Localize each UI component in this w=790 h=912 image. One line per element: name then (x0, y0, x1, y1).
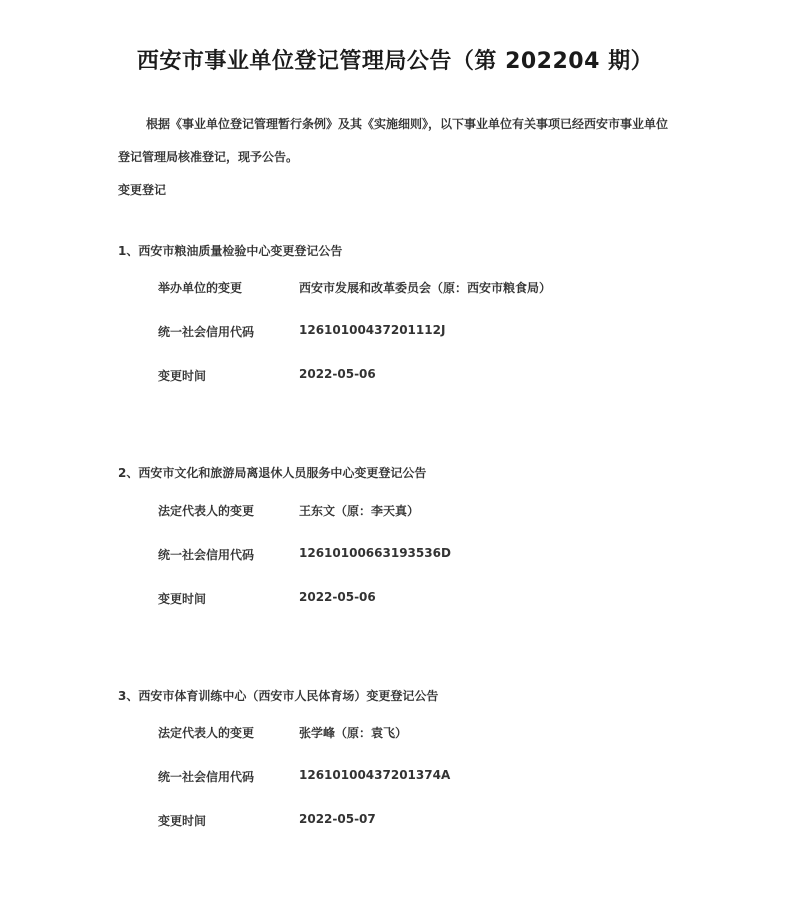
row-label: 统一社会信用代码 (158, 325, 255, 339)
row-label: 统一社会信用代码 (158, 770, 255, 784)
row-label: 法定代表人的变更 (158, 504, 255, 518)
item-title: 1、西安市粮油质量检验中心变更登记公告 (118, 244, 343, 258)
row-value: 张学峰（原：袁飞） (299, 726, 408, 740)
row-value: 2022-05-07 (299, 812, 376, 826)
row-value: 12610100663193536D (299, 546, 451, 560)
row-value: 2022-05-06 (299, 590, 376, 604)
intro-paragraph: 根据《事业单位登记管理暂行条例》及其《实施细则》，以下事业单位有关事项已经西安市事业单位登记管理局核准登记，现予公告。 (118, 117, 669, 164)
row-label: 变更时间 (158, 592, 207, 606)
row-label: 变更时间 (158, 369, 207, 383)
row-label: 统一社会信用代码 (158, 548, 255, 562)
section-label: 变更登记 (118, 183, 167, 197)
page-title: 西安市事业单位登记管理局公告（第 202204 期） (136, 49, 654, 74)
row-value: 西安市发展和改革委员会（原：西安市粮食局） (299, 281, 552, 295)
row-value: 12610100437201112J (299, 323, 446, 337)
row-label: 举办单位的变更 (158, 281, 243, 295)
row-value: 王东文（原：李天真） (299, 504, 420, 518)
row-value: 2022-05-06 (299, 367, 376, 381)
row-value: 12610100437201374A (299, 768, 451, 782)
row-label: 变更时间 (158, 814, 207, 828)
row-label: 法定代表人的变更 (158, 726, 255, 740)
item-title: 2、西安市文化和旅游局离退休人员服务中心变更登记公告 (118, 466, 427, 480)
item-title: 3、西安市体育训练中心（西安市人民体育场）变更登记公告 (118, 689, 439, 703)
